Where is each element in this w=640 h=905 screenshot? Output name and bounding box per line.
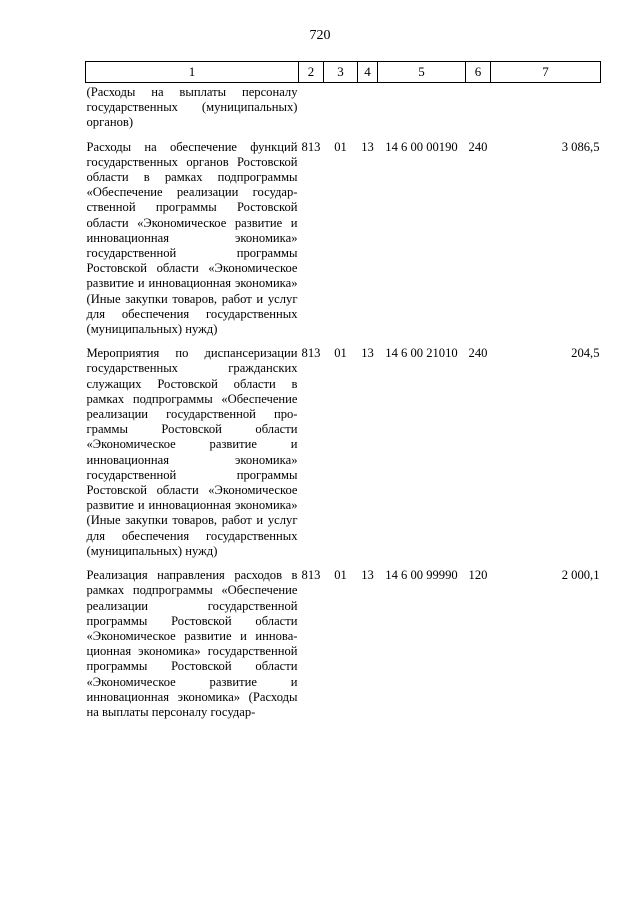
column-header: 4 [358,62,378,83]
section-code: 01 [334,139,347,154]
target-article-code: 14 6 00 99990 [385,568,458,583]
column-header: 2 [299,62,324,83]
table-header-row [86,62,601,83]
section-code: 01 [334,346,347,361]
column-header: 7 [491,62,601,83]
ministry-code [299,83,324,138]
section-code [324,83,358,138]
target-article-code [378,83,466,138]
subsection-code: 13 [361,346,374,361]
table-row [86,344,601,566]
column-header: 3 [324,62,358,83]
column-header: 1 [86,62,299,83]
ministry-code: 813 [301,139,321,154]
subsection-code [358,83,378,138]
ministry-code: 813 [301,568,321,583]
expense-type-code: 120 [468,568,488,583]
amount: 204,5 [571,346,600,361]
page-number: 720 [309,28,331,43]
ministry-code: 813 [301,346,321,361]
row-description: Мероприятия по диспансеризации государственных гражданских служащих Ростовской области в рамках подпрограммы «Обеспечение реализации государственной программы Ростовской области «Экономическое развитие и инновационная экономика» государственной программы Ростовской области «Экономическое развитие и инновационная экономика» (Иные закупки товаров, работ и услуг для обеспечения государственных (муниципальных) нужд) [86,346,298,558]
table-row [86,138,601,345]
subsection-code: 13 [361,568,374,583]
expense-type-code [466,83,491,138]
expense-type-code: 240 [468,139,488,154]
table-row [86,83,601,138]
amount: 2 000,1 [561,568,600,583]
column-header: 5 [378,62,466,83]
amount [491,83,601,138]
target-article-code: 14 6 00 00190 [385,139,458,154]
row-description: Расходы на обеспечение функций государственных органов Ростовской области в рамках подпрограммы «Обеспечение реализации государственной программы Ростовской области «Экономическое развитие и инновационная экономика» государственной программы Ростовской области «Экономическое развитие и инновационная экономика» (Иные закупки товаров, работ и услуг для обеспечения государственных (муниципальных) нужд) [86,139,298,337]
row-description: (Расходы на выплаты персоналу государственных (муниципальных) органов) [86,85,298,130]
section-code: 01 [334,568,347,583]
subsection-code: 13 [361,139,374,154]
target-article-code: 14 6 00 21010 [385,346,458,361]
expense-type-code: 240 [468,346,488,361]
row-description: Реализация направления расходов в рамках подпрограммы «Обеспечение реализации государственной программы Ростовской области «Экономическое развитие и инновационная экономика» государственной программы Ростовской области «Экономическое развитие и инновационная экономика» (Расходы на выплаты персоналу государ- [86,568,298,719]
table-row [86,566,601,727]
budget-table [85,61,601,727]
column-header: 6 [466,62,491,83]
amount: 3 086,5 [561,139,600,154]
